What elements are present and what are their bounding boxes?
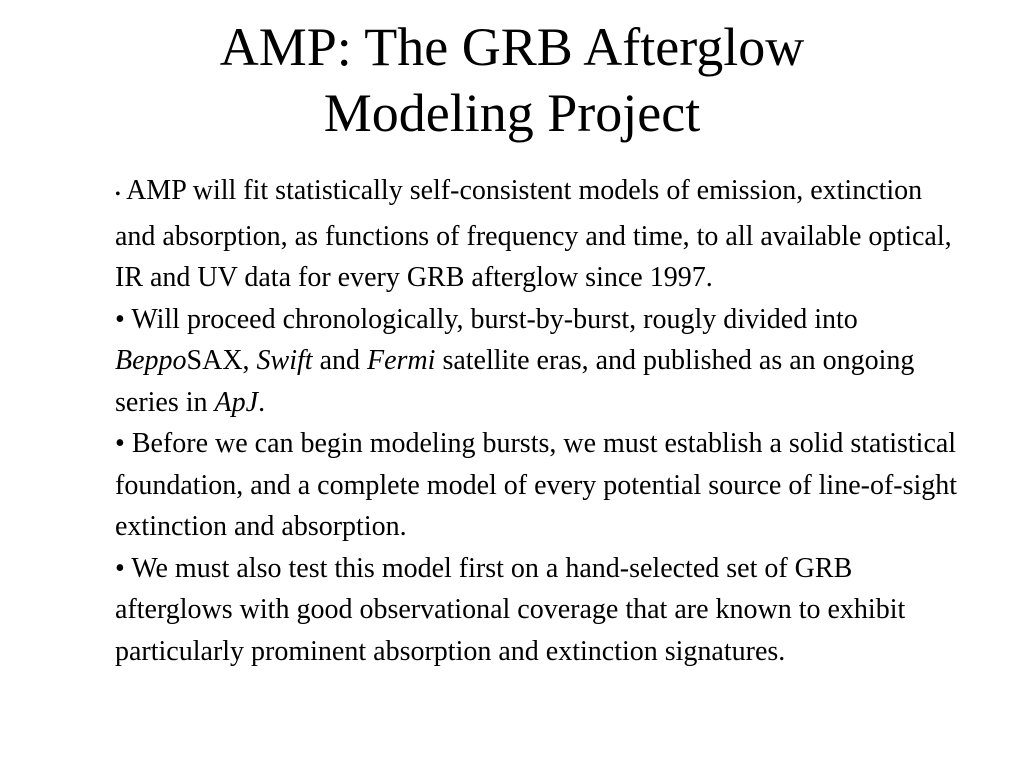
slide-title-line-1: AMP: The GRB Afterglow [219,17,805,77]
paragraph-3-text: Before we can begin modeling bursts, we must establish a solid statistical foundation, and a complete model of every potential source of line-of-sight extinction and absorption. [115,428,958,542]
bullet-paragraph-1 [115,170,965,299]
sax-text: SAX, [186,345,257,376]
paragraph-2-text-a: Will proceed chronologically, burst-by-burst, rougly divided into [131,303,858,335]
swift-italic: Swift [256,345,313,376]
slide-title-line-2: Modeling Project [323,83,701,143]
apj-italic: ApJ [214,386,259,418]
slide-title [0,14,1024,146]
slide-body [115,170,965,672]
beppo-italic: Beppo [115,345,187,376]
paragraph-2-end: . [258,386,266,418]
bullet-icon: • [115,552,125,584]
and-text: and [312,345,367,376]
paragraph-4-text: We must also test this model first on a hand-selected set of GRB afterglows with good observational coverage that are known to exhibit particularly prominent absorption and extinction signatures. [115,552,906,667]
bullet-icon: • [115,303,125,335]
bullet-icon: • [115,428,125,459]
fermi-italic: Fermi [367,345,436,376]
paragraph-2-text-b: satellite eras, and published as an ongoing series in [115,345,915,418]
bullet-paragraph-2 [115,299,965,424]
bullet-paragraph-3 [115,423,965,548]
bullet-paragraph-4 [115,548,965,673]
paragraph-1-text: AMP will fit statistically self-consistent models of emission, extinction and absorption, as functions of frequency and time, to all available optical, IR and UV data for every GRB afterglow since 1997. [115,175,952,293]
bullet-icon: • [115,186,121,203]
